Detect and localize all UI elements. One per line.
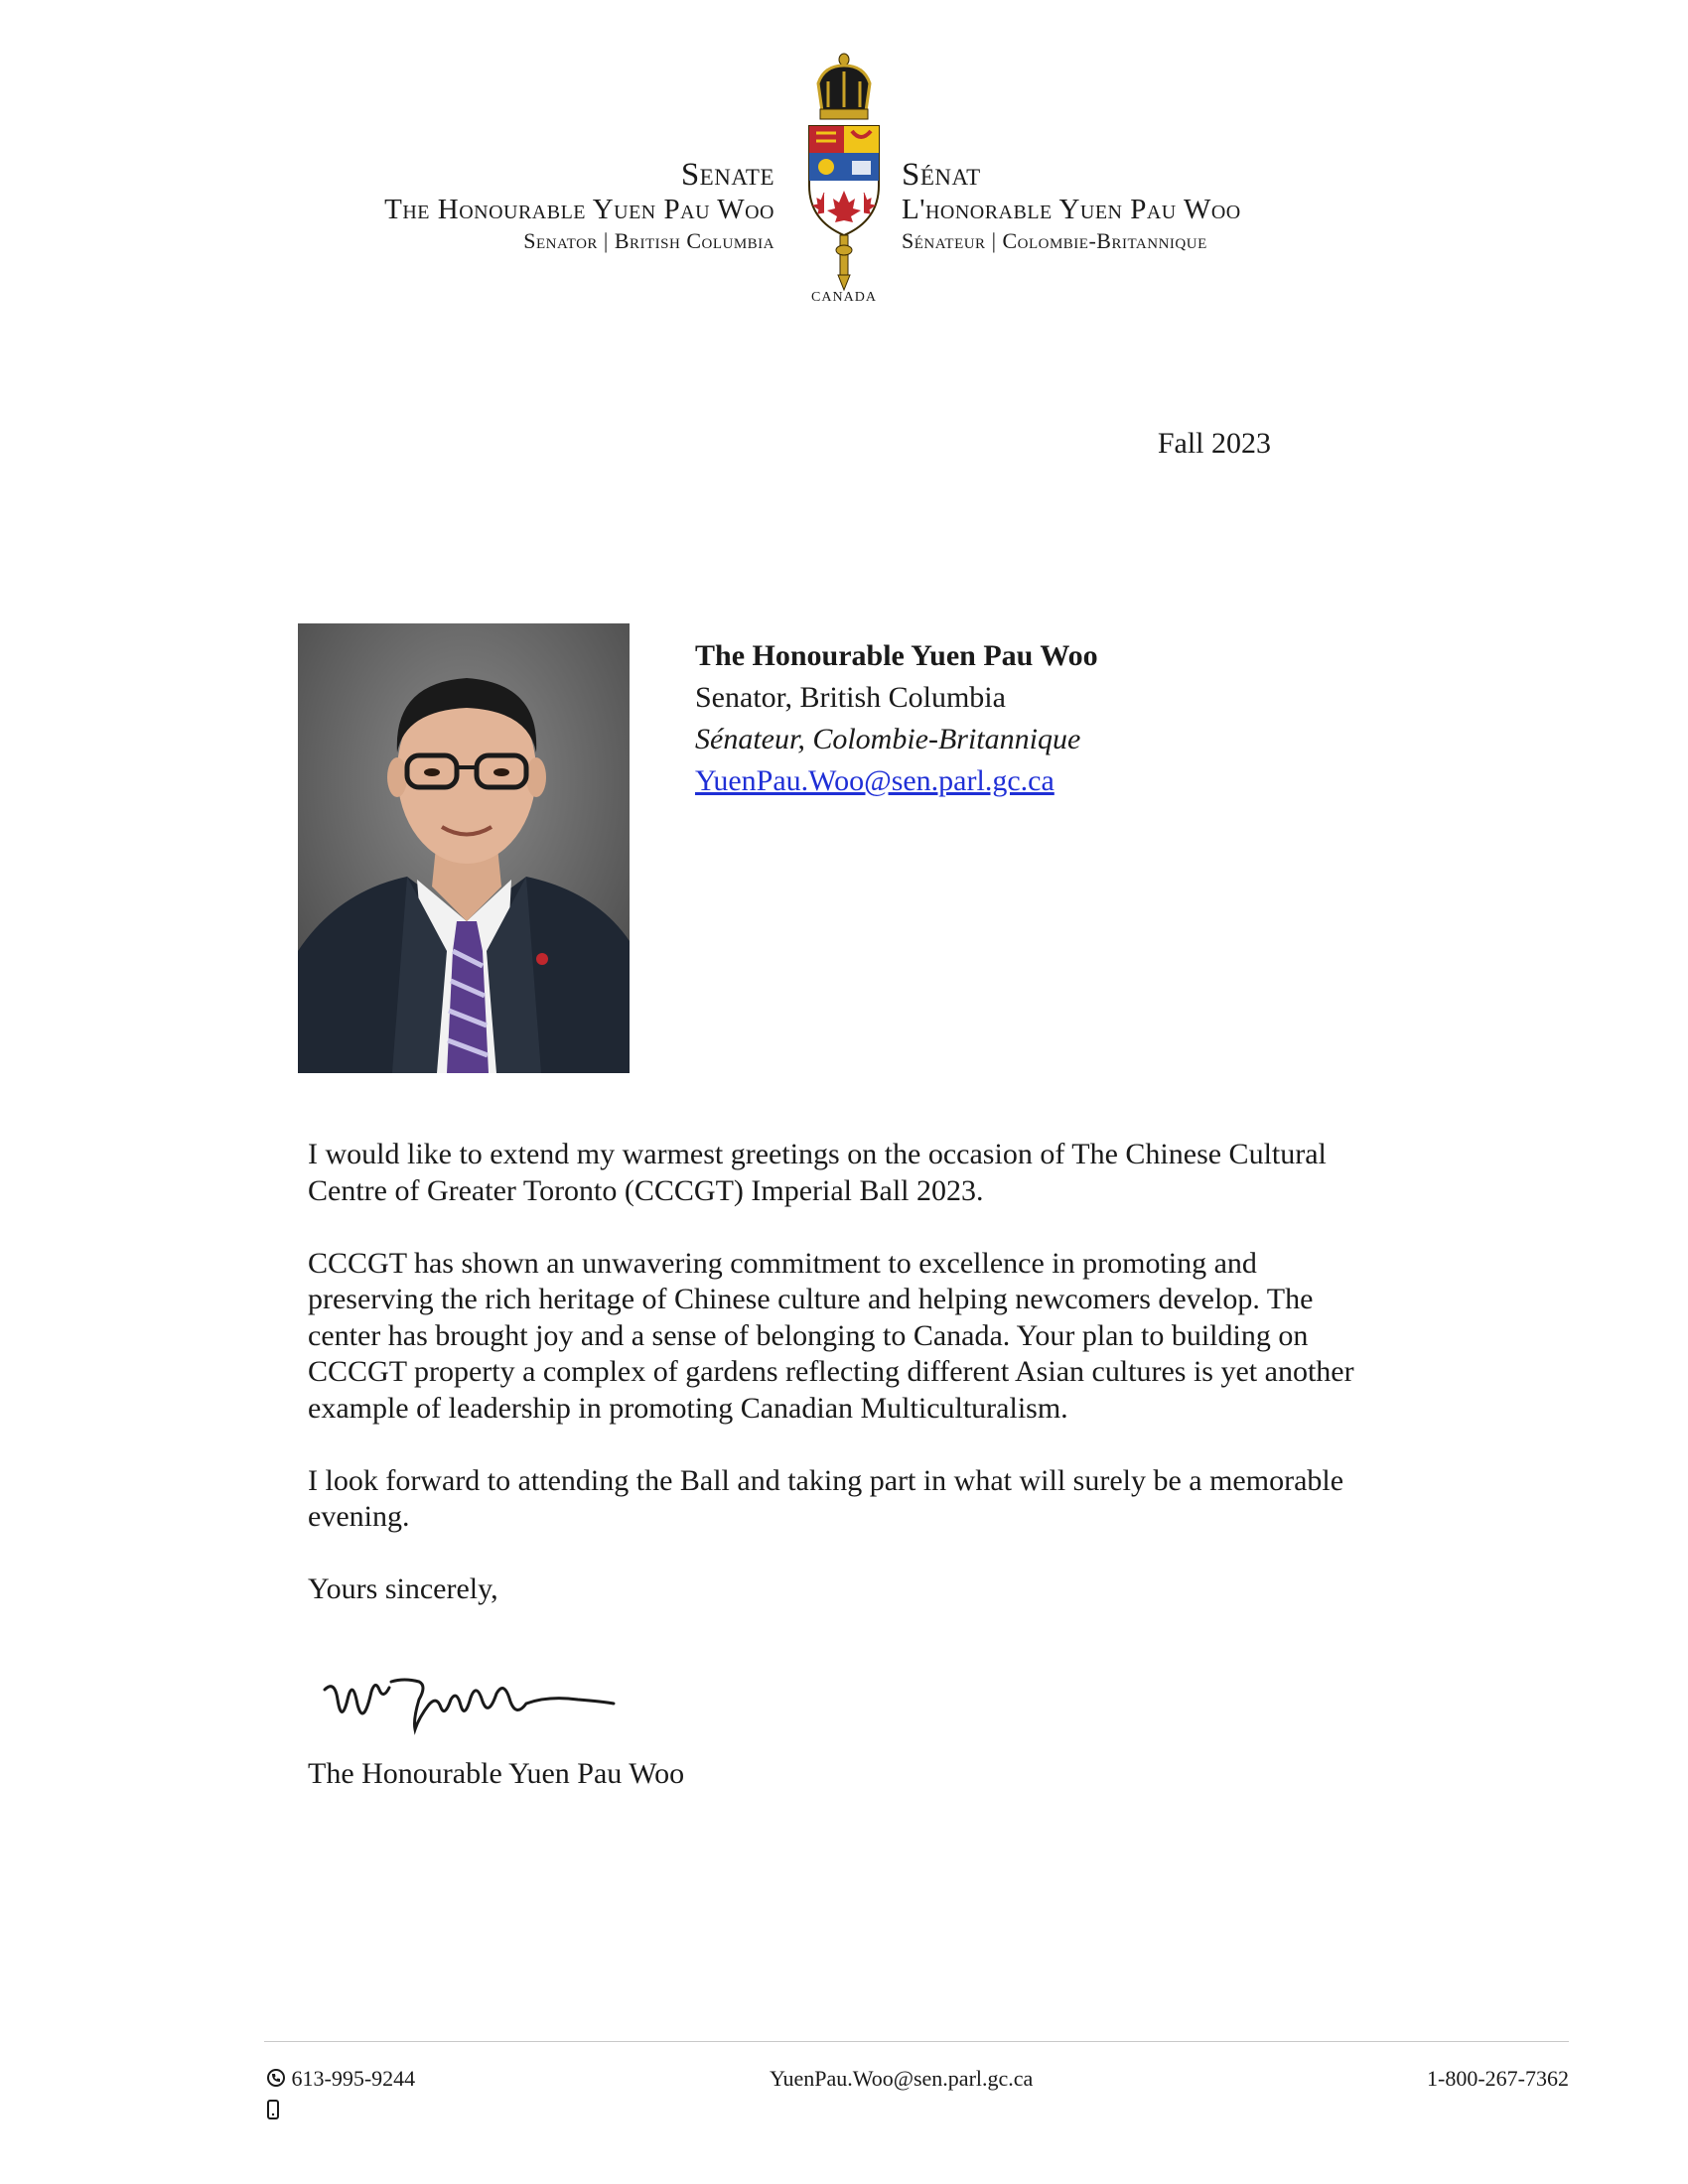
body-paragraph-3: I look forward to attending the Ball and taking part in what will surely be a memorable evening. (308, 1463, 1344, 1533)
footer-phone-number: 613-995-9244 (291, 2066, 416, 2091)
body-paragraph-2: CCCGT has shown an unwavering commitment to excellence in promoting and preserving the rich heritage of Chinese culture and helping newcomers develop. The center has brought joy and a sense of belonging to Canada. Your plan to building on CCCGT property a complex of gardens reflecting different Asian cultures is yet another example of leadership in promoting Canadian Multiculturalism. (308, 1246, 1354, 1425)
footer-divider (264, 2041, 1569, 2042)
bio-title-english: Senator, British Columbia (695, 681, 1006, 714)
letterhead-english (384, 157, 774, 256)
letterhead-role-fr: Sénateur | Colombie-Britannique (902, 228, 1207, 253)
footer-toll-free: 1-800-267-7362 (1427, 2066, 1569, 2091)
handwritten-signature (320, 1660, 618, 1739)
body-paragraph-1: I would like to extend my warmest greetings on the occasion of The Chinese Cultural Centre of Greater Toronto (CCCGT) Imperial Ball 2023. (308, 1138, 1327, 1207)
letterhead-french (902, 157, 1241, 256)
letter-date: Fall 2023 (1157, 427, 1271, 460)
senator-bio (695, 635, 1098, 802)
closing: Yours sincerely, (308, 1572, 498, 1605)
bio-title-french: Sénateur, Colombie-Britannique (695, 723, 1081, 755)
letterhead-role-en: Senator | British Columbia (523, 228, 774, 253)
mobile-icon (266, 2099, 280, 2125)
letterhead-name-fr: L'honorable Yuen Pau Woo (902, 194, 1241, 225)
letterhead-title-fr: Sénat (902, 157, 981, 193)
senator-portrait-photo (298, 623, 630, 1073)
footer-email[interactable]: YuenPau.Woo@sen.parl.gc.ca (770, 2066, 1034, 2091)
bio-email-link[interactable]: YuenPau.Woo@sen.parl.gc.ca (695, 764, 1055, 797)
signoff-name: The Honourable Yuen Pau Woo (308, 1757, 685, 1790)
letterhead-name-en: The Honourable Yuen Pau Woo (384, 194, 774, 225)
crest-label: CANADA (811, 290, 877, 305)
phone-icon (266, 2068, 286, 2094)
letterhead-title-en: Senate (680, 157, 774, 193)
footer-phone (266, 2066, 415, 2094)
bio-name: The Honourable Yuen Pau Woo (695, 639, 1098, 672)
letter-body (308, 1137, 1360, 1644)
senate-crest-logo (794, 52, 894, 300)
